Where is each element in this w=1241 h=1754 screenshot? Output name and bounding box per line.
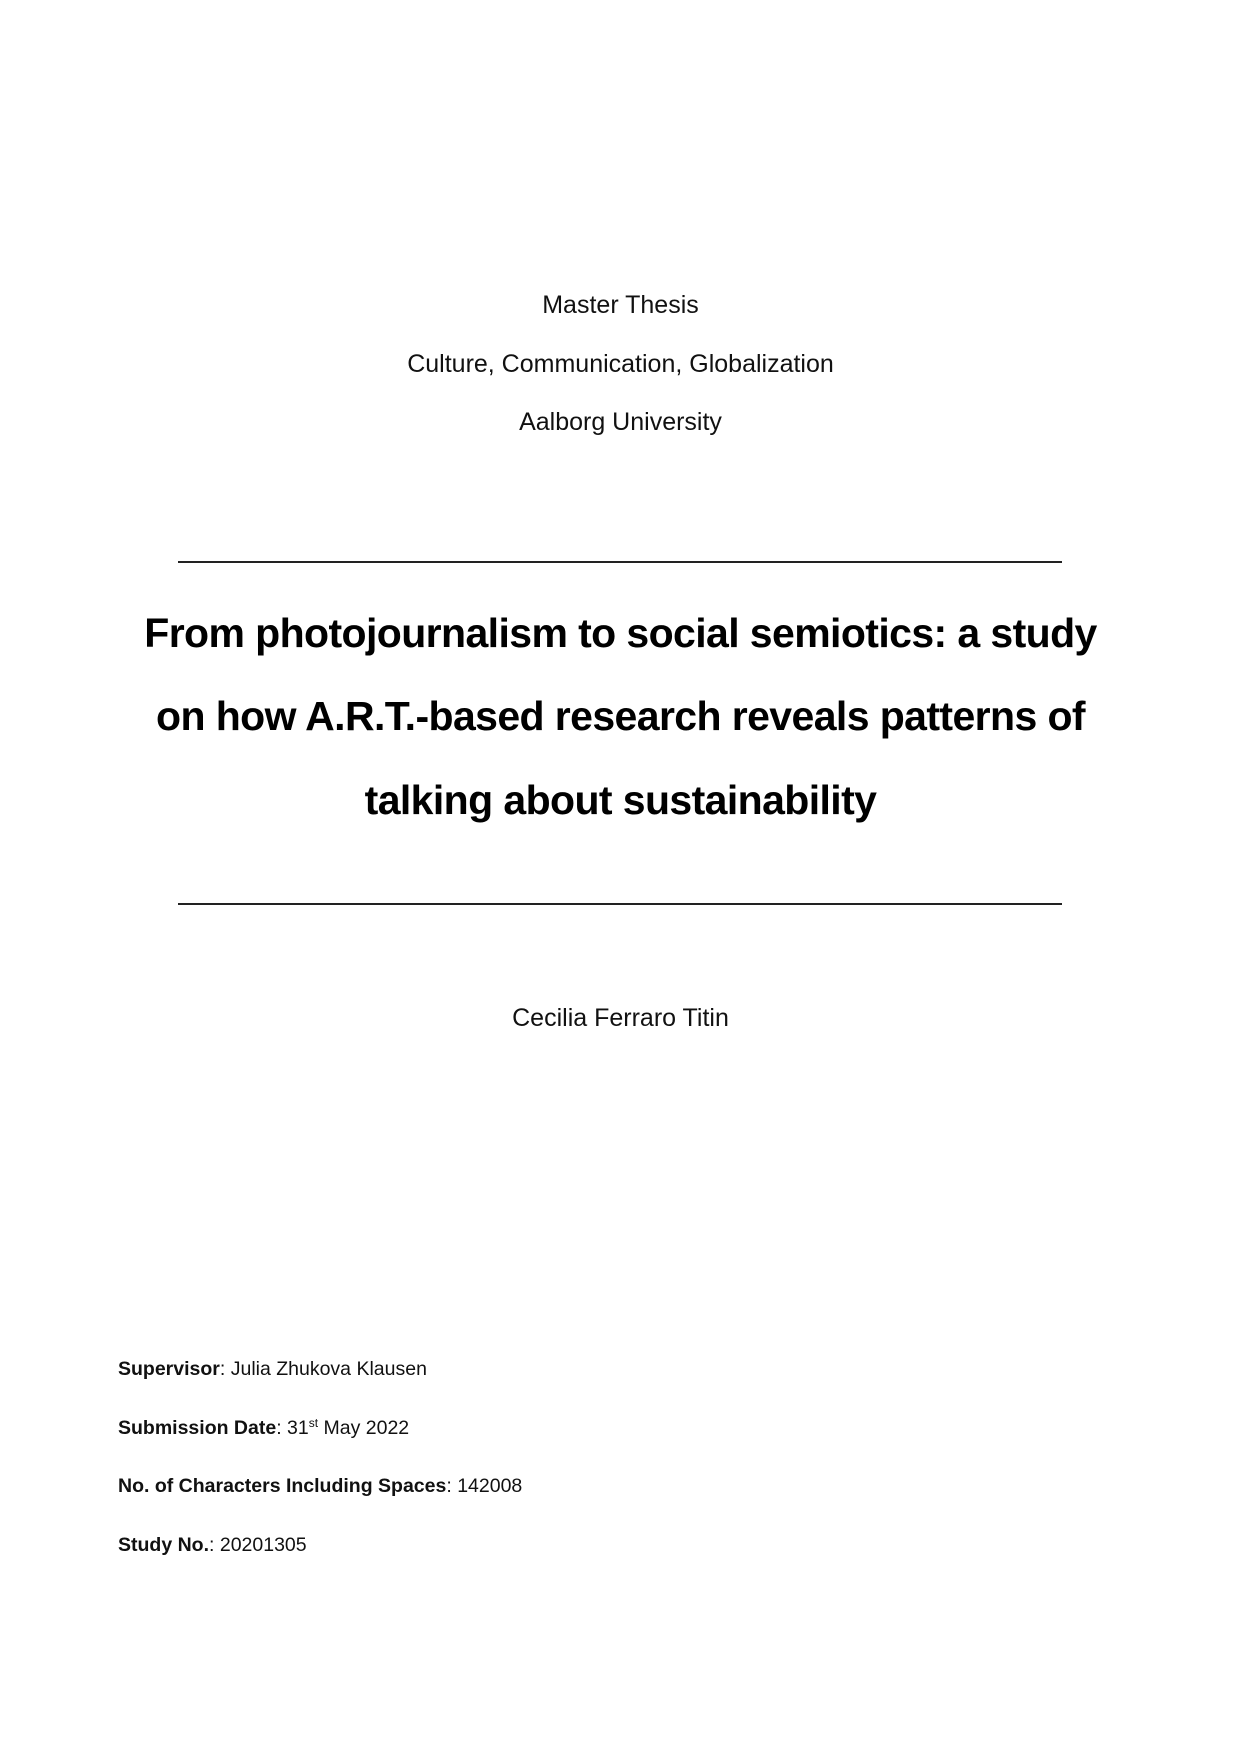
study-number-value: 20201305 (219, 1534, 307, 1556)
characters-separator: : (446, 1475, 458, 1497)
submission-date-separator: : (276, 1417, 288, 1439)
top-divider (178, 561, 1062, 563)
characters-line (118, 1474, 522, 1498)
study-number-separator: : (209, 1534, 220, 1556)
submission-date-line (118, 1416, 409, 1440)
characters-label: No. of Characters Including Spaces (118, 1475, 447, 1497)
degree-label: Master Thesis (542, 291, 699, 319)
study-number-label: Study No. (118, 1534, 209, 1556)
submission-date-day: 31 (287, 1417, 309, 1439)
characters-value: 142008 (457, 1475, 523, 1497)
thesis-title-line-2: on how A.R.T.-based research reveals patterns of (156, 693, 1085, 739)
supervisor-value: Julia Zhukova Klausen (230, 1358, 427, 1380)
submission-date-rest: May 2022 (318, 1417, 410, 1439)
thesis-title-line-3: talking about sustainability (364, 777, 877, 823)
submission-date-day-suffix: st (308, 1416, 319, 1430)
university-label: Aalborg University (519, 408, 722, 436)
submission-date-label: Submission Date (118, 1417, 277, 1439)
thesis-title-line-1: From photojournalism to social semiotics: a study (144, 610, 1097, 656)
programme-label: Culture, Communication, Globalization (407, 350, 834, 378)
supervisor-line (118, 1357, 427, 1381)
supervisor-label: Supervisor (118, 1358, 220, 1380)
supervisor-separator: : (219, 1358, 231, 1380)
study-number-line (118, 1533, 307, 1557)
bottom-divider (178, 903, 1062, 905)
author-name: Cecilia Ferraro Titin (512, 1004, 729, 1032)
